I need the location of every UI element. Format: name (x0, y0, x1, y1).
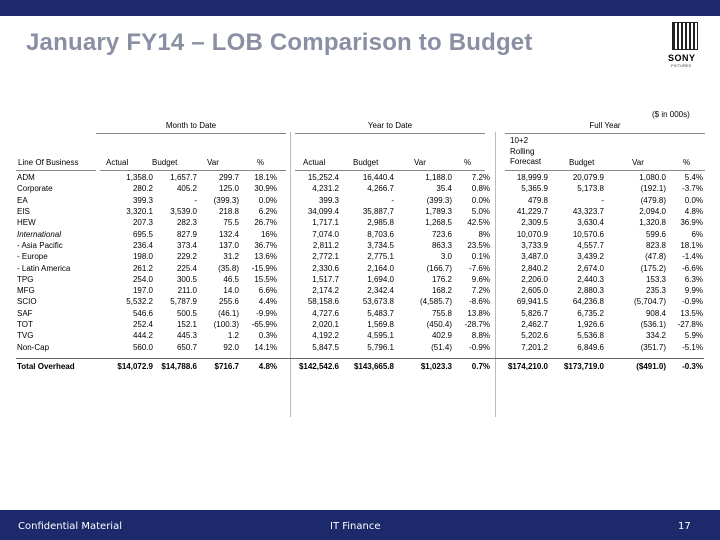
value-cell: 4,595.1 (367, 331, 394, 341)
value-cell: (192.1) (640, 184, 666, 194)
value-cell: 5,796.1 (367, 342, 394, 352)
value-cell: (536.1) (640, 320, 666, 329)
header-rule-lob (16, 170, 96, 171)
value-cell: - (194, 195, 197, 205)
value-cell: 16,440.4 (362, 173, 394, 183)
value-cell: 16% (260, 229, 277, 239)
value-cell: 218.8 (218, 207, 239, 217)
value-cell: 4.8% (240, 359, 278, 373)
value-cell: 2,880.3 (577, 286, 604, 296)
value-cell: 236.4 (132, 240, 153, 250)
value-cell: 2,174.2 (312, 286, 339, 296)
value-cell: 827.9 (176, 229, 197, 239)
value-cell: 132.4 (218, 229, 239, 239)
value-cell: (100.3) (213, 320, 239, 329)
value-cell: 4,192.2 (312, 331, 339, 341)
value-cell: 5,536.8 (577, 331, 604, 341)
value-cell: $143,665.8 (340, 359, 395, 373)
value-cell: 1,080.0 (639, 173, 666, 183)
value-cell: 153.3 (645, 274, 666, 284)
value-cell: 1,789.3 (425, 207, 452, 217)
value-cell: 225.4 (176, 263, 197, 273)
value-cell: 4,557.7 (577, 240, 604, 250)
value-cell: 299.7 (218, 173, 239, 183)
value-cell: 2,094.0 (639, 207, 666, 217)
value-cell: $716.7 (198, 359, 240, 373)
value-cell: 31.2 (223, 252, 239, 262)
value-cell: 908.4 (645, 308, 666, 318)
group-header-full-year: Full Year (589, 121, 621, 130)
value-cell: (5,704.7) (633, 297, 666, 307)
value-cell: $174,210.0 (491, 359, 549, 373)
value-cell: 92.0 (223, 342, 239, 352)
table-row (16, 183, 704, 194)
value-cell: 254.0 (132, 274, 153, 284)
table-row (16, 206, 704, 217)
value-cell: 168.2 (431, 286, 452, 296)
value-cell: (175.2) (640, 263, 666, 273)
value-cell: $14,072.9 (100, 359, 154, 373)
value-cell: 229.2 (176, 252, 197, 262)
value-cell: -6.6% (682, 263, 703, 273)
value-cell: 2,440.3 (577, 274, 604, 284)
value-cell: 252.4 (132, 320, 153, 329)
value-cell: 5,532.2 (126, 297, 153, 307)
value-cell: -1.4% (682, 252, 703, 262)
value-cell: 280.2 (132, 184, 153, 194)
value-cell: 23.5% (467, 240, 490, 250)
value-cell: 7,074.0 (312, 229, 339, 239)
value-cell: 4,231.2 (312, 184, 339, 194)
value-cell: 0.3% (258, 331, 277, 341)
value-cell: 3,487.0 (521, 252, 548, 262)
header-forecast: 10+2 Rolling Forecast (510, 136, 542, 166)
header-ytd-var: Var (414, 158, 426, 167)
value-cell: 41,229.7 (516, 207, 548, 217)
lob-name-cell: TPG (17, 274, 34, 284)
footer-department: IT Finance (330, 521, 381, 532)
value-cell: 35.4 (436, 184, 452, 194)
value-cell: 3,439.2 (577, 252, 604, 262)
value-cell: (4,585.7) (419, 297, 452, 307)
value-cell: 198.0 (132, 252, 153, 262)
value-cell: 1,694.0 (367, 274, 394, 284)
value-cell: 863.3 (431, 240, 452, 250)
value-cell: -28.7% (464, 320, 490, 329)
value-cell: 42.5% (467, 218, 490, 228)
value-cell: $142,542.6 (278, 359, 340, 373)
lob-name-cell: HEW (17, 218, 36, 228)
value-cell: (479.8) (640, 195, 666, 205)
value-cell: 2,605.0 (521, 286, 548, 296)
value-cell: (46.1) (218, 308, 239, 318)
slide-title: January FY14 – LOB Comparison to Budget (26, 29, 533, 56)
table-row (16, 319, 704, 330)
header-ytd-budget: Budget (353, 158, 379, 167)
value-cell: 207.3 (132, 218, 153, 228)
value-cell: 2,985.8 (367, 218, 394, 228)
value-cell: 261.2 (132, 263, 153, 273)
value-cell: 3,734.5 (367, 240, 394, 250)
value-cell: 69,941.5 (516, 297, 548, 307)
value-cell: 1,320.8 (639, 218, 666, 228)
value-cell: 3,320.1 (126, 207, 153, 217)
logo-text: SONY (668, 53, 696, 63)
value-cell: 2,020.1 (312, 320, 339, 329)
value-cell: 125.0 (218, 184, 239, 194)
value-cell: 546.6 (132, 308, 153, 318)
value-cell: 2,674.0 (577, 263, 604, 273)
value-cell: 444.2 (132, 331, 153, 341)
lob-comparison-table (16, 172, 704, 373)
lob-name-cell: ADM (17, 173, 35, 183)
value-cell: 5,483.7 (367, 308, 394, 318)
value-cell: 58,158.6 (307, 297, 339, 307)
value-cell: 9.9% (684, 286, 703, 296)
lob-name-cell: International (17, 229, 62, 239)
lob-name-cell: SCIO (17, 297, 37, 307)
value-cell: 4.8% (684, 207, 703, 217)
table-row (16, 308, 704, 319)
value-cell: 2,462.7 (521, 320, 548, 329)
value-cell: 6,849.6 (577, 342, 604, 352)
value-cell: 0.0% (684, 195, 703, 205)
value-cell: 5.9% (684, 331, 703, 341)
value-cell: 8,703.6 (367, 229, 394, 239)
value-cell: -27.8% (677, 320, 703, 329)
value-cell: 75.5 (223, 218, 239, 228)
value-cell: 1,657.7 (170, 173, 197, 183)
value-cell: 599.6 (645, 229, 666, 239)
value-cell: ($491.0) (605, 359, 667, 373)
lob-name-cell: SAF (17, 308, 33, 318)
footer-confidential: Confidential Material (18, 521, 122, 532)
value-cell: - (391, 195, 394, 205)
value-cell: 7.2% (471, 173, 490, 183)
value-cell: 13.5% (680, 308, 703, 318)
value-cell: 1,517.7 (312, 274, 339, 284)
value-cell: 2,309.5 (521, 218, 548, 228)
table-row (16, 285, 704, 296)
value-cell: 0.1% (471, 252, 490, 262)
group-rule-month (96, 133, 286, 134)
lob-name-cell: TVG (17, 331, 34, 341)
page-number: 17 (678, 521, 691, 532)
value-cell: 695.5 (132, 229, 153, 239)
value-cell: 1,268.5 (425, 218, 452, 228)
value-cell: 10,070.9 (516, 229, 548, 239)
value-cell: 5.4% (684, 173, 703, 183)
value-cell: 34,099.4 (307, 207, 339, 217)
group-header-month: Month to Date (165, 121, 217, 130)
value-cell: 53,673.8 (362, 297, 394, 307)
sony-logo (668, 22, 712, 66)
value-cell: -7.6% (469, 263, 490, 273)
value-cell: 823.8 (645, 240, 666, 250)
table-row (16, 330, 704, 341)
table-row (16, 217, 704, 228)
header-mtd-actual: Actual (106, 158, 129, 167)
value-cell: 197.0 (132, 286, 153, 296)
value-cell: -15.9% (251, 263, 277, 273)
value-cell: 1,569.8 (367, 320, 394, 329)
value-cell: 18.1% (254, 173, 277, 183)
value-cell: 0.8% (471, 184, 490, 194)
value-cell: 15.5% (254, 274, 277, 284)
value-cell: 5,365.9 (521, 184, 548, 194)
value-cell: 2,330.6 (312, 263, 339, 273)
header-fy-pct: % (683, 158, 691, 167)
value-cell: 64,236.8 (572, 297, 604, 307)
table-row (16, 341, 704, 352)
value-cell: 4,266.7 (367, 184, 394, 194)
value-cell: 334.2 (645, 331, 666, 341)
value-cell: 2,342.4 (367, 286, 394, 296)
header-mtd-var: Var (207, 158, 219, 167)
lob-name-cell: TOT (17, 320, 33, 329)
lob-name-cell: EA (17, 195, 28, 205)
value-cell: (166.7) (426, 263, 452, 273)
lob-name-cell: MFG (17, 286, 35, 296)
value-cell: 0.0% (471, 195, 490, 205)
value-cell: 20,079.9 (572, 173, 604, 183)
value-cell: 405.2 (176, 184, 197, 194)
value-cell: (399.3) (426, 195, 452, 205)
value-cell: -5.1% (682, 342, 703, 352)
value-cell: 43,323.7 (572, 207, 604, 217)
value-cell: 2,164.0 (367, 263, 394, 273)
value-cell: 1.2 (227, 331, 239, 341)
value-cell: 3,733.9 (521, 240, 548, 250)
group-rule-year (295, 133, 485, 134)
value-cell: 402.9 (431, 331, 452, 341)
value-cell: 8.8% (471, 331, 490, 341)
value-cell: 723.6 (431, 229, 452, 239)
header-fy-budget: Budget (569, 158, 595, 167)
value-cell: (35.8) (218, 263, 239, 273)
value-cell: 30.9% (254, 184, 277, 194)
value-cell: 479.8 (527, 195, 548, 205)
value-cell: 255.6 (218, 297, 239, 307)
value-cell: 152.1 (176, 320, 197, 329)
table-row (16, 228, 704, 239)
value-cell: 4,727.6 (312, 308, 339, 318)
value-cell: 13.6% (254, 252, 277, 262)
total-row (16, 359, 704, 373)
value-cell: 2,811.2 (312, 240, 339, 250)
lob-name-cell: - Latin America (17, 263, 71, 273)
value-cell: $173,719.0 (549, 359, 605, 373)
group-rule-full-year (505, 133, 705, 134)
header-rule-month (100, 170, 286, 171)
value-cell: 1,188.0 (425, 173, 452, 183)
value-cell: 3,630.4 (577, 218, 604, 228)
header-rule-year (295, 170, 485, 171)
value-cell: 1,358.0 (126, 173, 153, 183)
value-cell: -0.9% (469, 342, 490, 352)
value-cell: 2,840.2 (521, 263, 548, 273)
value-cell: 5,826.7 (521, 308, 548, 318)
value-cell: $1,023.3 (395, 359, 453, 373)
value-cell: -8.6% (469, 297, 490, 307)
value-cell: (351.7) (640, 342, 666, 352)
value-cell: 137.0 (218, 240, 239, 250)
value-cell: 0.7% (453, 359, 491, 373)
header-mtd-budget: Budget (152, 158, 178, 167)
value-cell: -3.7% (682, 184, 703, 194)
value-cell: 3.0 (440, 252, 452, 262)
table-row (16, 240, 704, 251)
value-cell: (51.4) (431, 342, 452, 352)
value-cell: 36.7% (254, 240, 277, 250)
header-fy-var: Var (632, 158, 644, 167)
value-cell: 6.3% (684, 274, 703, 284)
lob-name-cell: Non-Cap (17, 342, 50, 352)
value-cell: 13.8% (467, 308, 490, 318)
header-ytd-pct: % (464, 158, 472, 167)
units-note: ($ in 000s) (652, 110, 690, 119)
value-cell: 560.0 (132, 342, 153, 352)
value-cell: 235.3 (645, 286, 666, 296)
value-cell: 35,887.7 (362, 207, 394, 217)
lob-name-cell: - Europe (17, 252, 48, 262)
value-cell: 18.1% (680, 240, 703, 250)
lob-name-cell: Corporate (17, 184, 53, 194)
value-cell: 1,717.1 (312, 218, 339, 228)
value-cell: 399.3 (132, 195, 153, 205)
value-cell: -9.9% (256, 308, 277, 318)
value-cell: 36.9% (680, 218, 703, 228)
value-cell: 2,772.1 (312, 252, 339, 262)
table-row (16, 195, 704, 206)
value-cell: (47.8) (645, 252, 666, 262)
logo-subtext: PICTURES (671, 63, 692, 68)
value-cell: (399.3) (213, 195, 239, 205)
value-cell: 650.7 (176, 342, 197, 352)
value-cell: 6.6% (258, 286, 277, 296)
value-cell: 4.4% (258, 297, 277, 307)
value-cell: 5,202.6 (521, 331, 548, 341)
top-color-bar (0, 0, 720, 16)
value-cell: 46.5 (223, 274, 239, 284)
value-cell: 176.2 (431, 274, 452, 284)
value-cell: 1,926.6 (577, 320, 604, 329)
lob-name-cell: - Asia Pacific (17, 240, 63, 250)
value-cell: 500.5 (176, 308, 197, 318)
value-cell: -0.9% (682, 297, 703, 307)
value-cell: 18,999.9 (516, 173, 548, 183)
table-row (16, 251, 704, 262)
header-mtd-pct: % (257, 158, 265, 167)
value-cell: $14,788.6 (154, 359, 198, 373)
value-cell: 3,539.0 (170, 207, 197, 217)
value-cell: 6% (691, 229, 703, 239)
value-cell: 8% (478, 229, 490, 239)
value-cell: -0.3% (667, 359, 704, 373)
table-row (16, 172, 704, 183)
value-cell: 26.7% (254, 218, 277, 228)
value-cell: 6,735.2 (577, 308, 604, 318)
value-cell: 14.1% (254, 342, 277, 352)
value-cell: 2,775.1 (367, 252, 394, 262)
value-cell: - (601, 195, 604, 205)
value-cell: 755.8 (431, 308, 452, 318)
table-row (16, 274, 704, 285)
footer-bar (0, 510, 720, 540)
value-cell: 5,847.5 (312, 342, 339, 352)
value-cell: 9.6% (471, 274, 490, 284)
value-cell: 10,570.6 (572, 229, 604, 239)
value-cell: 7.2% (471, 286, 490, 296)
header-lob: Line Of Business (18, 158, 79, 167)
value-cell: 5,173.8 (577, 184, 604, 194)
value-cell: 5,787.9 (170, 297, 197, 307)
value-cell: 2,206.0 (521, 274, 548, 284)
lob-name-cell: Total Overhead (16, 359, 100, 373)
header-ytd-actual: Actual (303, 158, 326, 167)
value-cell: 445.3 (176, 331, 197, 341)
value-cell: 15,252.4 (307, 173, 339, 183)
value-cell: 373.4 (176, 240, 197, 250)
table-row (16, 296, 704, 307)
group-header-year: Year to Date (367, 121, 413, 130)
value-cell: 282.3 (176, 218, 197, 228)
value-cell: 300.5 (176, 274, 197, 284)
logo-graphic (672, 22, 698, 50)
value-cell: 7,201.2 (521, 342, 548, 352)
lob-name-cell: EIS (17, 207, 30, 217)
header-rule-full-year (505, 170, 705, 171)
table-row (16, 262, 704, 273)
value-cell: 5.0% (471, 207, 490, 217)
value-cell: 6.2% (258, 207, 277, 217)
value-cell: 14.0 (223, 286, 239, 296)
value-cell: 399.3 (318, 195, 339, 205)
value-cell: 211.0 (177, 286, 197, 296)
value-cell: (450.4) (426, 320, 452, 329)
value-cell: 0.0% (258, 195, 277, 205)
value-cell: -65.9% (251, 320, 277, 329)
